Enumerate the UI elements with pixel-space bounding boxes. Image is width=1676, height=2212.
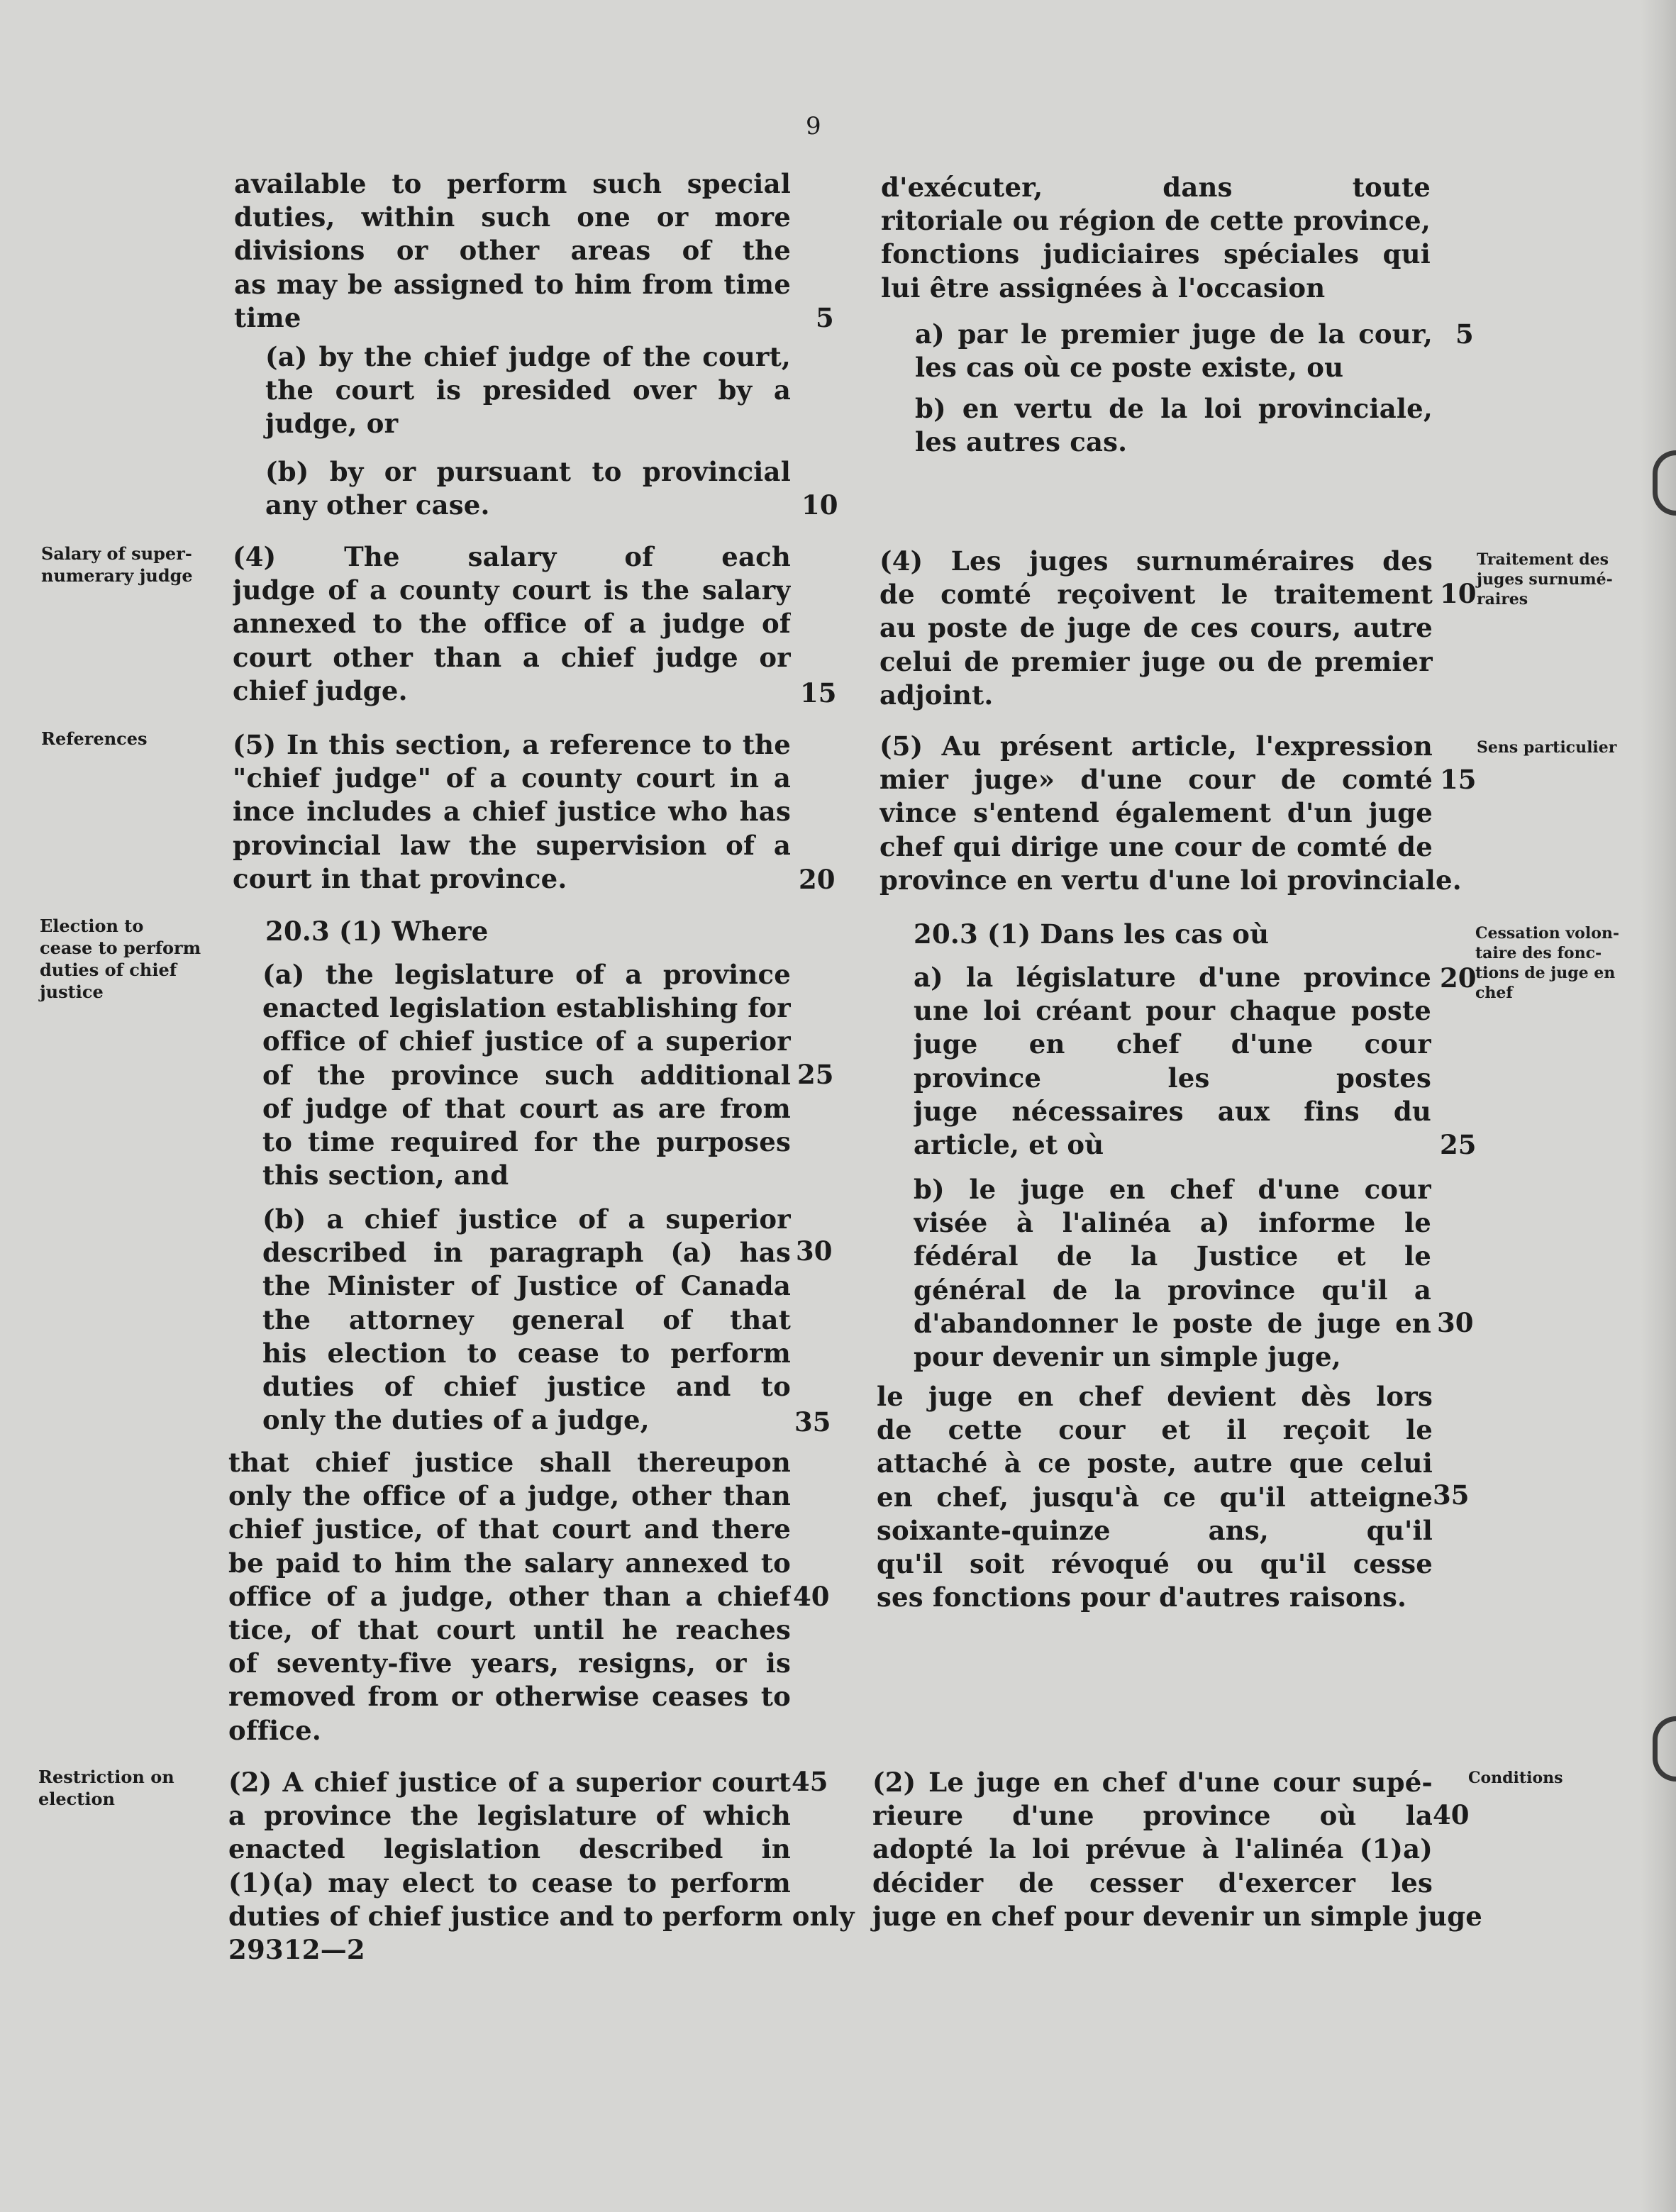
text-line: court other than a chief judge or <box>233 641 791 673</box>
text-line: qu'il soit révoqué ou qu'il cesse <box>877 1547 1433 1579</box>
text-line: available to perform such special <box>234 168 791 199</box>
line-number-en-30: 30 <box>796 1235 833 1267</box>
text-line: une loi créant pour chaque poste <box>914 995 1431 1027</box>
line-number-en-15: 15 <box>800 677 837 708</box>
english-20-3-paragraph-a <box>262 958 791 1192</box>
text-line: justice <box>40 982 104 1002</box>
text-line: only the office of a judge, other than <box>228 1480 791 1512</box>
text-line: b) le juge en chef d'une cour <box>914 1174 1431 1205</box>
line-number-en-5: 5 <box>816 302 834 333</box>
text-line: a) la législature d'une province <box>914 962 1431 993</box>
text-line: duties of chief <box>40 960 177 980</box>
margin-note-traitement <box>1477 550 1613 609</box>
text-line: ince includes a chief justice who has <box>233 796 791 828</box>
text-line: au poste de juge de ces cours, autre <box>879 612 1433 644</box>
text-line: les autres cas. <box>915 426 1128 458</box>
text-line: juge nécessaires aux fins du <box>914 1095 1431 1127</box>
text-line: (5) Au présent article, l'expression <box>879 730 1433 762</box>
text-line: Cessation volon- <box>1475 924 1619 943</box>
text-line: his election to cease to perform <box>262 1337 791 1369</box>
english-paragraph-b <box>265 455 791 522</box>
text-line: raires <box>1477 590 1528 608</box>
text-line: numerary judge <box>41 565 193 586</box>
text-line: divisions or other areas of the <box>234 235 791 267</box>
english-paragraph-a <box>265 340 791 441</box>
document-code: 29312—2 <box>228 1934 365 1965</box>
text-line: lui être assignées à l'occasion <box>881 272 1326 304</box>
line-number-fr-15: 15 <box>1440 764 1477 795</box>
text-line: de cette cour et il reçoit le <box>877 1414 1433 1446</box>
french-20-3-paragraph-a <box>914 961 1431 1162</box>
text-line: tions de juge en <box>1475 964 1616 982</box>
text-line: (b) a chief justice of a superior <box>262 1204 791 1235</box>
text-line: Traitement des <box>1477 550 1609 569</box>
line-number-fr-20: 20 <box>1440 962 1477 994</box>
text-line: (4) Les juges surnuméraires des <box>879 545 1433 577</box>
text-line: office of chief justice of a superior <box>262 1026 791 1057</box>
text-line: a) par le premier juge de la cour, <box>915 318 1433 350</box>
text-line: to time required for the purposes <box>262 1126 791 1157</box>
english-20-3-paragraph-b <box>262 1203 791 1437</box>
french-20-3-paragraph-b <box>914 1173 1431 1374</box>
text-line: (1)(a) may elect to cease to perform <box>228 1867 791 1899</box>
text-line: enacted legislation described in <box>228 1833 791 1865</box>
text-line: removed from or otherwise ceases to <box>228 1681 791 1713</box>
text-line: cease to perform <box>40 938 201 958</box>
english-subsection-5 <box>233 728 791 896</box>
text-line: taire des fonc- <box>1475 944 1602 962</box>
text-line: References <box>41 728 148 749</box>
text-line: duties, within such one or more <box>234 201 791 233</box>
text-line: tice, of that court until he reaches <box>228 1613 791 1645</box>
text-line: ritoriale ou région de cette province, <box>881 205 1431 237</box>
text-line: les cas où ce poste existe, ou <box>915 352 1344 384</box>
text-line: le juge en chef devient dès lors <box>877 1381 1433 1412</box>
text-line: (2) Le juge en chef d'une cour supé- <box>872 1767 1433 1798</box>
text-line: d'exécuter, dans toute <box>881 172 1431 203</box>
text-line: soixante-quinze ans, qu'il <box>877 1514 1433 1546</box>
text-line: chief justice, of that court and there <box>228 1513 791 1545</box>
text-line: any other case. <box>265 489 490 521</box>
margin-note-conditions <box>1468 1768 1563 1788</box>
line-number-fr-35: 35 <box>1433 1479 1470 1511</box>
text-line: enacted legislation establishing for <box>262 992 791 1024</box>
text-line: chef qui dirige une cour de comté de <box>879 830 1433 862</box>
margin-note-references <box>41 728 148 750</box>
margin-note-restriction <box>38 1766 174 1810</box>
text-line: chief judge. <box>233 674 408 706</box>
text-line: juge en chef d'une cour <box>914 1028 1431 1060</box>
line-number-en-45: 45 <box>792 1766 828 1797</box>
text-line: the Minister of Justice of Canada <box>262 1270 791 1302</box>
text-line: mier juge» d'une cour de comté <box>879 764 1433 796</box>
text-line: of seventy-five years, resigns, or is <box>228 1647 791 1679</box>
text-line: duties of chief justice and to perform only <box>228 1900 855 1932</box>
text-line: that chief justice shall thereupon <box>228 1447 791 1478</box>
text-line: général de la province qu'il a <box>914 1274 1431 1306</box>
page-number: 9 <box>806 112 821 140</box>
text-line: attaché à ce poste, autre que celui <box>877 1447 1433 1479</box>
text-line: "chief judge" of a county court in a <box>233 762 791 794</box>
text-line: Conditions <box>1468 1769 1563 1787</box>
text-line: a province the legislature of which <box>228 1800 791 1832</box>
french-subsection-1-continued <box>881 171 1431 305</box>
line-number-fr-25: 25 <box>1440 1129 1477 1160</box>
text-line: d'abandonner le poste de juge en <box>914 1307 1431 1339</box>
french-section-20-3-heading: 20.3 (1) Dans les cas où <box>914 918 1270 950</box>
page-edge-shadow <box>1641 0 1676 2212</box>
line-number-en-20: 20 <box>799 864 836 895</box>
text-line: adjoint. <box>879 679 994 711</box>
text-line: the attorney general of that <box>262 1304 791 1335</box>
text-line: time <box>234 301 301 333</box>
text-line: décider de cesser d'exercer les <box>872 1867 1433 1899</box>
text-line: adopté la loi prévue à l'alinéa (1)a) <box>872 1833 1433 1865</box>
text-line: annexed to the office of a judge of <box>233 608 791 640</box>
text-line: en chef, jusqu'à ce qu'il atteigne <box>877 1481 1433 1513</box>
text-line: election <box>38 1789 115 1809</box>
text-line: province en vertu d'une loi provinciale. <box>879 864 1462 896</box>
text-line: ses fonctions pour d'autres raisons. <box>877 1582 1407 1613</box>
text-line: judge of a county court is the salary <box>233 574 791 606</box>
text-line: Election to <box>40 916 144 936</box>
margin-note-cessation <box>1475 923 1619 1003</box>
text-line: (5) In this section, a reference to the <box>233 729 791 760</box>
english-section-20-3-heading: 20.3 (1) Where <box>265 916 489 947</box>
text-line: b) en vertu de la loi provinciale, <box>915 393 1433 424</box>
text-line: the court is presided over by a <box>265 374 791 406</box>
text-line: of judge of that court as are from <box>262 1092 791 1124</box>
margin-note-election <box>40 915 201 1003</box>
line-number-en-35: 35 <box>794 1406 831 1438</box>
text-line: juges surnumé- <box>1477 570 1613 589</box>
english-subsection-1-continued <box>234 167 791 335</box>
text-line: (a) the legislature of a province <box>262 959 791 990</box>
margin-note-sens-particulier <box>1477 738 1616 757</box>
english-subsection-4 <box>233 540 791 708</box>
line-number-fr-5: 5 <box>1455 318 1474 350</box>
text-line: celui de premier juge ou de premier <box>879 645 1433 677</box>
line-number-fr-10: 10 <box>1440 578 1477 609</box>
french-20-3-closing-words <box>877 1380 1433 1614</box>
line-number-en-10: 10 <box>801 489 838 521</box>
text-line: visée à l'alinéa a) informe le <box>914 1207 1431 1239</box>
line-number-fr-30: 30 <box>1437 1307 1474 1338</box>
line-number-en-25: 25 <box>797 1059 834 1090</box>
text-line: pour devenir un simple juge, <box>914 1340 1341 1372</box>
text-line: this section, and <box>262 1160 509 1191</box>
text-line: de comté reçoivent le traitement <box>879 579 1433 611</box>
text-line: fédéral de la Justice et le <box>914 1240 1431 1272</box>
text-line: of the province such additional <box>262 1059 791 1091</box>
text-line: (a) by the chief judge of the court, <box>265 341 791 372</box>
text-line: court in that province. <box>233 862 567 894</box>
text-line: judge, or <box>265 408 399 440</box>
text-line: vince s'entend également d'un juge <box>879 797 1433 829</box>
text-line: provincial law the supervision of a <box>233 829 791 861</box>
text-line: chef <box>1475 984 1513 1002</box>
text-line: province les postes <box>914 1062 1431 1094</box>
text-line: fonctions judiciaires spéciales qui <box>881 238 1431 270</box>
text-line: described in paragraph (a) has <box>262 1237 791 1269</box>
text-line: office of a judge, other than a chief <box>228 1580 791 1612</box>
text-line: article, et où <box>914 1128 1104 1160</box>
text-line: only the duties of a judge, <box>262 1404 650 1436</box>
french-paragraph-b <box>915 392 1433 459</box>
text-line: office. <box>228 1714 321 1746</box>
french-paragraph-a <box>915 318 1433 384</box>
text-line: (b) by or pursuant to provincial <box>265 456 791 487</box>
line-number-fr-40: 40 <box>1433 1799 1470 1830</box>
text-line: (4) The salary of each <box>233 541 791 572</box>
text-line: be paid to him the salary annexed to <box>228 1547 791 1579</box>
text-line: juge en chef pour devenir un simple juge <box>872 1900 1483 1932</box>
english-20-3-closing-words <box>228 1446 791 1747</box>
line-number-en-40: 40 <box>793 1581 830 1612</box>
text-line: duties of chief justice and to <box>262 1370 791 1402</box>
margin-note-salary <box>41 543 193 587</box>
text-line: Salary of super- <box>41 543 192 564</box>
french-subsection-4 <box>879 545 1433 712</box>
text-line: Restriction on <box>38 1767 174 1787</box>
text-line: as may be assigned to him from time <box>234 268 791 300</box>
text-line: rieure d'une province où la <box>872 1800 1433 1832</box>
text-line: Sens particulier <box>1477 738 1617 757</box>
text-line: (2) A chief justice of a superior court <box>228 1767 791 1798</box>
